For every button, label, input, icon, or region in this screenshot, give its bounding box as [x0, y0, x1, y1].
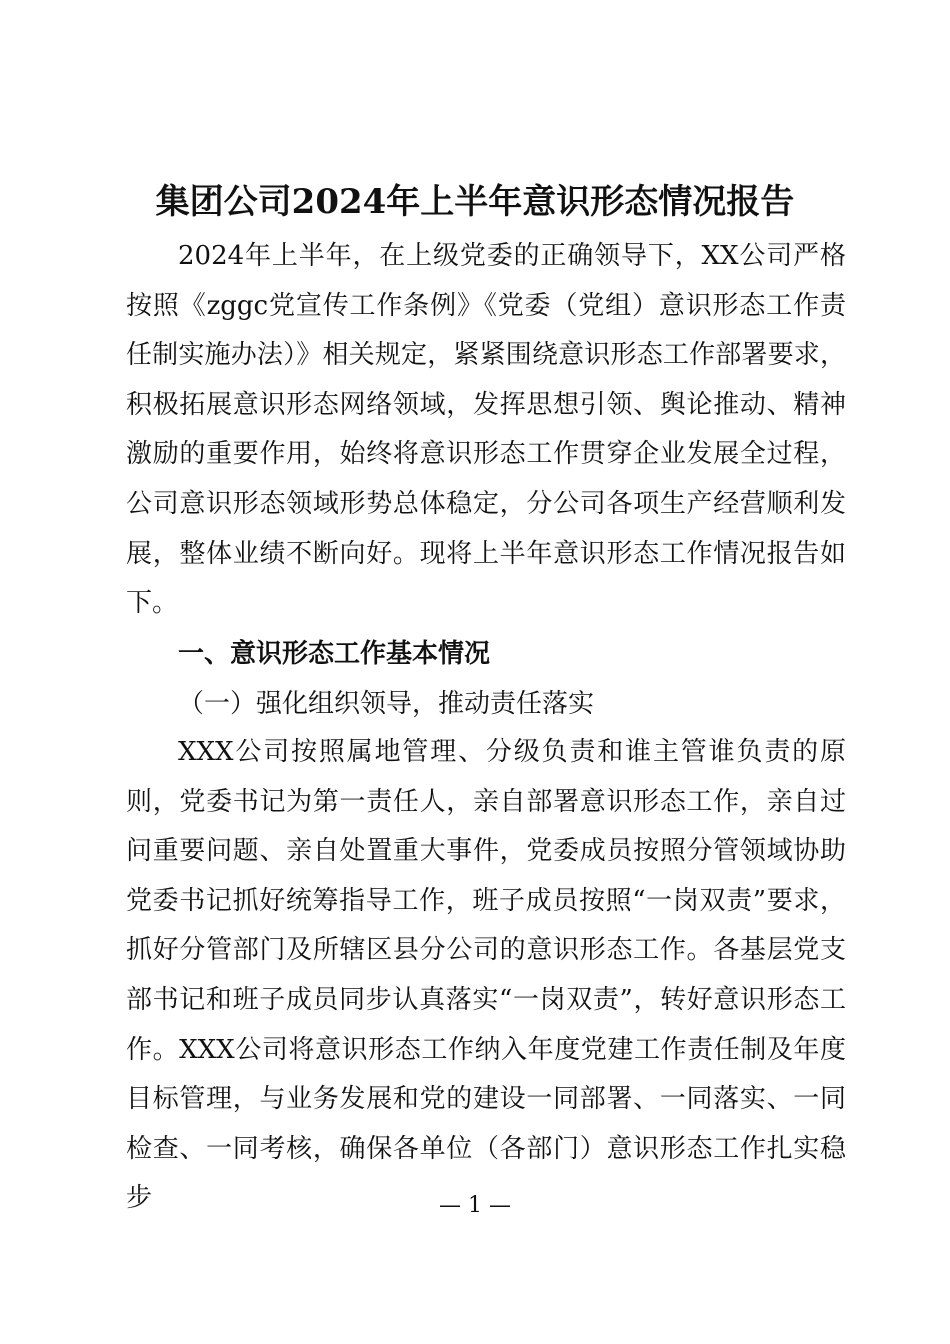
subsection-heading: （一）强化组织领导，推动责任落实	[178, 689, 595, 719]
section-heading: 一、意识形态工作基本情况	[178, 639, 491, 669]
body-paragraph: XXX公司按照属地管理、分级负责和谁主管谁负责的原则，党委书记为第一责任人，亲自部署意识形态工作，亲自过问重要问题、亲自处置重大事件，党委成员按照分管领域协助党委书记抓好统筹指导工作，班子成员按照“一岗双责”要求，抓好分管部门及所辖区县分公司的意识形态工作。各基层党支部书记和班子成员同步认真落实“一岗双责”，转好意识形态工作。XXX公司将意识形态工作纳入年度党建工作责任制及年度目标管理，与业务发展和党的建设一同部署、一同落实、一同检查、一同考核，确保各单位（各部门）意识形态工作扎实稳步	[126, 737, 846, 1214]
document-title: 集团公司2024年上半年意识形态情况报告	[155, 182, 795, 222]
intro-paragraph: 2024年上半年，在上级党委的正确领导下，XX公司严格按照《zggc党宣传工作条例》《党委（党组）意识形态工作责任制实施办法）》相关规定，紧紧围绕意识形态工作部署要求，积极拓展意识形态网络领域，发挥思想引领、舆论推动、精神激励的重要作用，始终将意识形态工作贯穿企业发展全过程，公司意识形态领域形势总体稳定，分公司各项生产经营顺利发展，整体业绩不断向好。现将上半年意识形态工作情况报告如下。	[126, 241, 846, 619]
page-number: — 1 —	[439, 1193, 511, 1218]
